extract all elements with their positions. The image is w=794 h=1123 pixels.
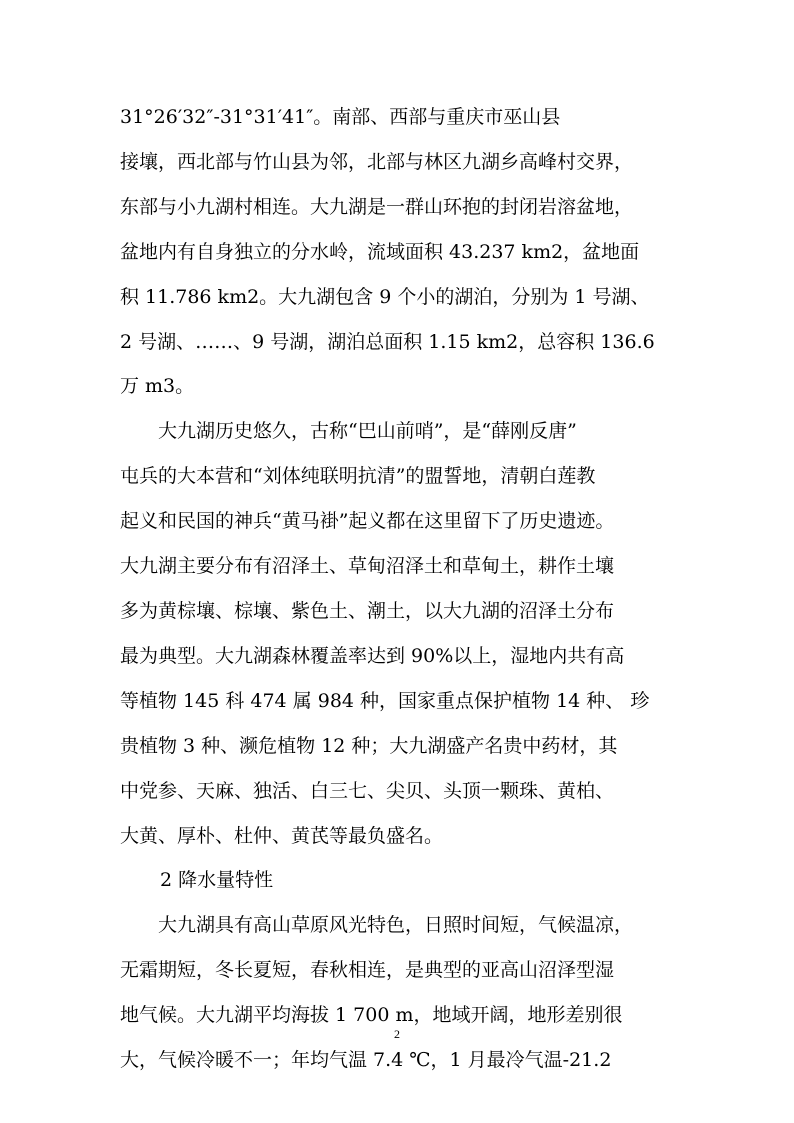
paragraph-line: 盆地内有自身独立的分水岭，流域面积 43.237 km2，盆地面 bbox=[120, 241, 640, 263]
paragraph-line: 大九湖具有高山草原风光特色，日照时间短，气候温凉， bbox=[158, 914, 634, 936]
paragraph-line: 等植物 145 科 474 属 984 种，国家重点保护植物 14 种、 珍 bbox=[120, 690, 650, 712]
section-heading: 2 降水量特性 bbox=[160, 869, 274, 891]
paragraph-line: 接壤，西北部与竹山县为邻，北部与林区九湖乡高峰村交界， bbox=[120, 151, 634, 173]
paragraph-line: 屯兵的大本营和“刘体纯联明抗清”的盟誓地，清朝白莲教 bbox=[120, 465, 596, 487]
paragraph-line: 2 号湖、……、9 号湖，湖泊总面积 1.15 km2，总容积 136.6 bbox=[120, 331, 655, 353]
paragraph-line: 积 11.786 km2。大九湖包含 9 个小的湖泊，分别为 1 号湖、 bbox=[120, 286, 650, 308]
paragraph-line: 东部与小九湖村相连。大九湖是一群山环抱的封闭岩溶盆地， bbox=[120, 196, 634, 218]
paragraph-line: 多为黄棕壤、棕壤、紫色土、潮土，以大九湖的沼泽土分布 bbox=[120, 600, 615, 622]
paragraph-line: 贵植物 3 种、濒危植物 12 种；大九湖盛产名贵中药材，其 bbox=[120, 735, 618, 757]
paragraph-line: 大九湖历史悠久，古称“巴山前哨”，是“薛刚反唐” bbox=[158, 420, 577, 442]
paragraph-line: 大黄、厚朴、杜仲、黄芪等最负盛名。 bbox=[120, 825, 444, 847]
paragraph-line: 大九湖主要分布有沼泽土、草甸沼泽土和草甸土，耕作土壤 bbox=[120, 555, 615, 577]
paragraph-line: 地气候。大九湖平均海拔 1 700 m，地域开阔，地形差别很 bbox=[120, 1004, 623, 1026]
page-number: 2 bbox=[394, 1027, 400, 1041]
paragraph-line: 中党参、天麻、独活、白三七、尖贝、头顶一颗珠、黄柏、 bbox=[120, 780, 615, 802]
paragraph-line: 大，气候冷暖不一；年均气温 7.4 ℃，1 月最冷气温-21.2 bbox=[120, 1049, 612, 1071]
paragraph-line: 万 m3。 bbox=[120, 375, 195, 397]
paragraph-line: 31°26′32″-31°31′41″。南部、西部与重庆市巫山县 bbox=[120, 106, 561, 128]
paragraph-line: 无霜期短，冬长夏短，春秋相连，是典型的亚高山沼泽型湿 bbox=[120, 959, 615, 981]
paragraph-line: 起义和民国的神兵“黄马褂”起义都在这里留下了历史遗迹。 bbox=[120, 510, 615, 532]
paragraph-line: 最为典型。大九湖森林覆盖率达到 90%以上，湿地内共有高 bbox=[120, 645, 625, 667]
